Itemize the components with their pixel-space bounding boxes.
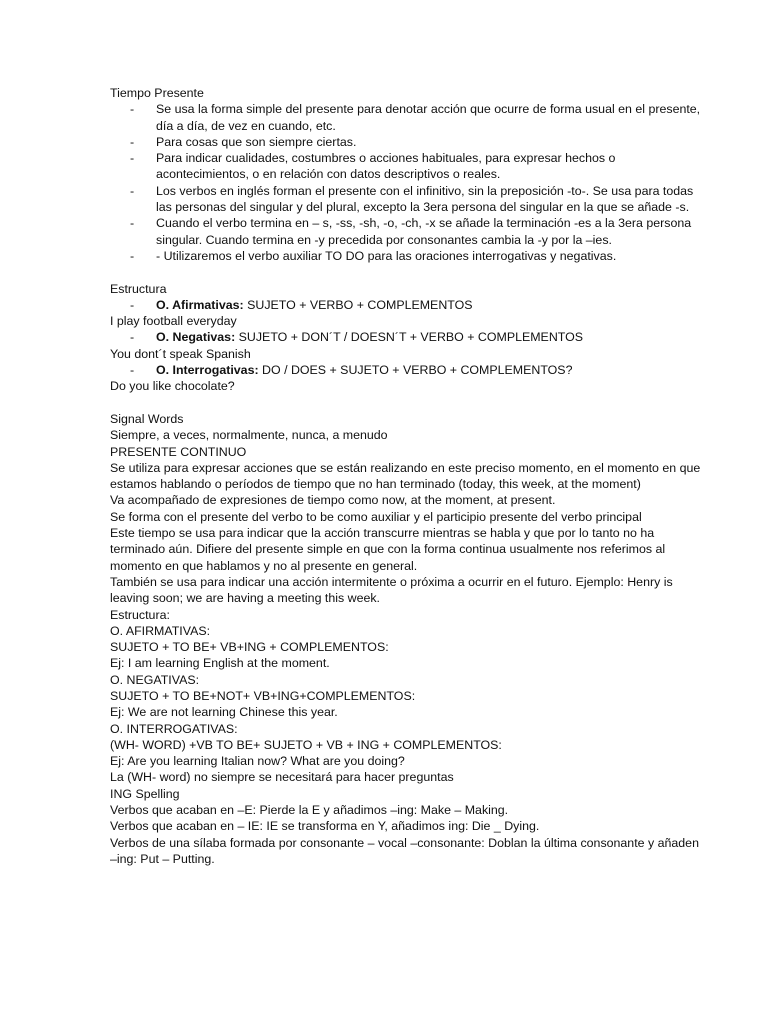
subheading-ing-spelling: ING Spelling	[110, 786, 180, 801]
structure-item-afirmativas	[110, 297, 708, 313]
spacer	[110, 395, 708, 411]
example-afirmativas: Ej: I am learning English at the moment.	[110, 656, 330, 671]
ing-rule: Verbos que acaban en – IE: IE se transforma en Y, añadimos ing: Die _ Dying.	[110, 819, 540, 834]
note-wh-word: La (WH- word) no siempre se necesitará para hacer preguntas	[110, 770, 454, 785]
structure-label: O. Afirmativas:	[156, 297, 244, 312]
example-sentence: Do you like chocolate?	[110, 379, 235, 394]
bullet-item: - - Utilizaremos el verbo auxiliar TO DO para las oraciones interrogativas y negativas.	[110, 248, 708, 264]
structure-formula: SUJETO + VERBO + COMPLEMENTOS	[243, 297, 473, 312]
subheading-estructura: Estructura:	[110, 607, 170, 622]
structure-item-negativas	[110, 329, 708, 345]
bullet-item: - Se usa la forma simple del presente para denotar acción que ocurre de forma usual en el presente, día a día, de vez en cuando, etc.	[110, 101, 708, 134]
section-title-presente-continuo: PRESENTE CONTINUO	[110, 444, 247, 459]
structure-formula: DO / DOES + SUJETO + VERBO + COMPLEMENTOS?	[258, 363, 573, 378]
bullet-item: - Los verbos en inglés forman el presente con el infinitivo, sin la preposición -to-. Se usa para todas las personas del singular y del plural, excepto la 3era persona del singular en la que se añade -s.	[110, 183, 708, 216]
example-sentence: You dont´t speak Spanish	[110, 346, 251, 361]
section-title-estructura: Estructura	[110, 281, 167, 296]
paragraph: También se usa para indicar una acción intermitente o próxima a ocurrir en el futuro. Ejemplo: Henry is leaving soon; we are having a meeting this week.	[110, 574, 673, 606]
structure-label: O. Negativas:	[156, 330, 236, 345]
example-sentence: I play football everyday	[110, 314, 237, 329]
paragraph: Va acompañado de expresiones de tiempo como now, at the moment, at present.	[110, 493, 556, 508]
structure-formula: SUJETO + DON´T / DOESN´T + VERBO + COMPLEMENTOS	[235, 330, 584, 345]
example-negativas: Ej: We are not learning Chinese this year.	[110, 705, 338, 720]
example-interrogativas: Ej: Are you learning Italian now? What are you doing?	[110, 754, 405, 769]
formula-negativas: SUJETO + TO BE+NOT+ VB+ING+COMPLEMENTOS:	[110, 688, 416, 703]
subheading-negativas: O. NEGATIVAS:	[110, 672, 200, 687]
spacer	[110, 264, 708, 280]
formula-afirmativas: SUJETO + TO BE+ VB+ING + COMPLEMENTOS:	[110, 640, 389, 655]
bullet-item: - Para cosas que son siempre ciertas.	[110, 134, 708, 150]
ing-rule: Verbos que acaban en –E: Pierde la E y añadimos –ing: Make – Making.	[110, 803, 509, 818]
subheading-interrogativas: O. INTERROGATIVAS:	[110, 721, 238, 736]
signal-words-list: Siempre, a veces, normalmente, nunca, a menudo	[110, 428, 388, 443]
structure-item-interrogativas	[110, 362, 708, 378]
subheading-afirmativas: O. AFIRMATIVAS:	[110, 623, 211, 638]
bullet-item: - Para indicar cualidades, costumbres o acciones habituales, para expresar hechos o acontecimientos, o en relación con datos descriptivos o reales.	[110, 150, 708, 183]
bullet-item: - Cuando el verbo termina en – s, -ss, -sh, -o, -ch, -x se añade la terminación -es a la 3era persona singular. Cuando termina en -y precedida por consonantes cambia la -y por la –ies.	[110, 215, 708, 248]
section-title-tiempo-presente: Tiempo Presente	[110, 86, 204, 100]
paragraph: Se forma con el presente del verbo to be como auxiliar y el participio presente del verbo principal	[110, 509, 642, 524]
paragraph: Se utiliza para expresar acciones que se están realizando en este preciso momento, en el momento en que estamos hablando o períodos de tiempo que no han terminado (today, this week, at the moment)	[110, 460, 701, 492]
paragraph: Este tiempo se usa para indicar que la acción transcurre mientras se habla y que por lo tanto no ha terminado aún. Difiere del presente simple en que con la forma continua usualmente nos referimos al momento en que hablamos y no al presente en general.	[110, 526, 666, 573]
structure-label: O. Interrogativas:	[156, 363, 259, 378]
ing-rule: Verbos de una sílaba formada por consonante – vocal –consonante: Doblan la última consonante y añaden –ing: Put – Putting.	[110, 835, 699, 866]
tiempo-presente-bullet-list	[110, 101, 708, 264]
formula-interrogativas: (WH- WORD) +VB TO BE+ SUJETO + VB + ING + COMPLEMENTOS:	[110, 737, 502, 752]
section-title-signal-words: Signal Words	[110, 411, 184, 426]
